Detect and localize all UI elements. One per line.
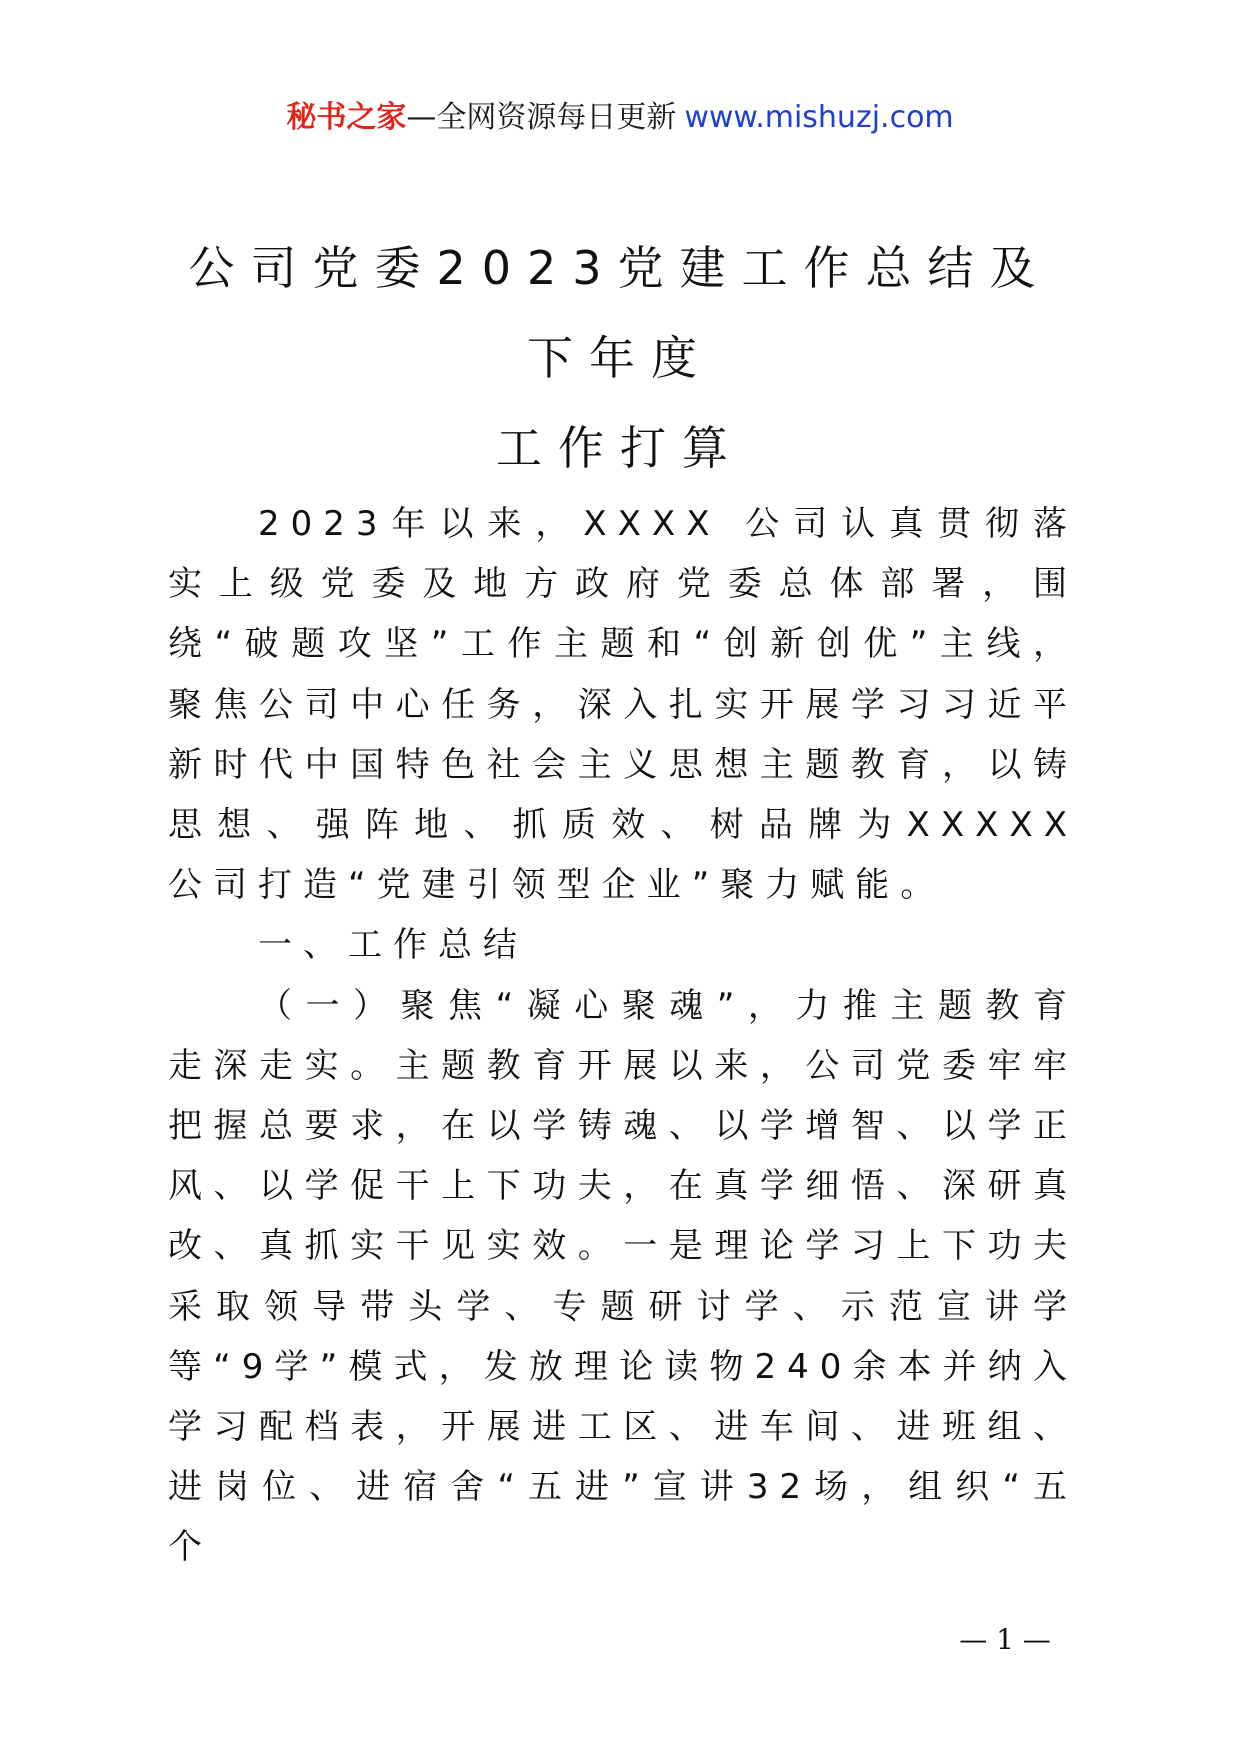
page-number: — 1 — [959, 1623, 1051, 1656]
banner-site-link[interactable]: www.mishuzj.com [684, 100, 954, 135]
document-title-line-2: 下年度 [527, 331, 713, 385]
document-title-line-1: 公司党委2023党建工作总结及 [188, 241, 1052, 295]
document-body [168, 494, 1078, 1578]
intro-paragraph: 2023年以来，XXXX 公司认真贯彻落实上级党委及地方政府党委总体部署，围绕“破题攻坚”工作主题和“创新创优”主线，聚焦公司中心任务，深入扎实开展学习习近平新时代中国特色社会主义思想主题教育，以铸思想、强阵地、抓质效、树品牌为XXXXX 公司打造“党建引领型企业”聚力赋能。 [168, 504, 1078, 906]
site-banner [0, 98, 1240, 138]
section-heading: 一、工作总结 [258, 925, 528, 966]
banner-brand: 秘书之家 [286, 100, 407, 135]
section-paragraph: （一）聚焦“凝心聚魂”，力推主题教育走深走实。主题教育开展以来，公司党委牢牢把握总要求，在以学铸魂、以学增智、以学正风、以学促干上下功夫，在真学细悟、深研真改、真抓实干见实效。一是理论学习上下功夫采取领导带头学、专题研讨学、示范宣讲学等“9学”模式，发放理论读物240余本并纳入学习配档表，开展进工区、进车间、进班组、进岗位、进宿舍“五进”宣讲32场，组织“五个 [168, 985, 1078, 1568]
banner-tagline: —全网资源每日更新 [406, 100, 677, 135]
document-title-line-3: 工作打算 [496, 421, 744, 475]
